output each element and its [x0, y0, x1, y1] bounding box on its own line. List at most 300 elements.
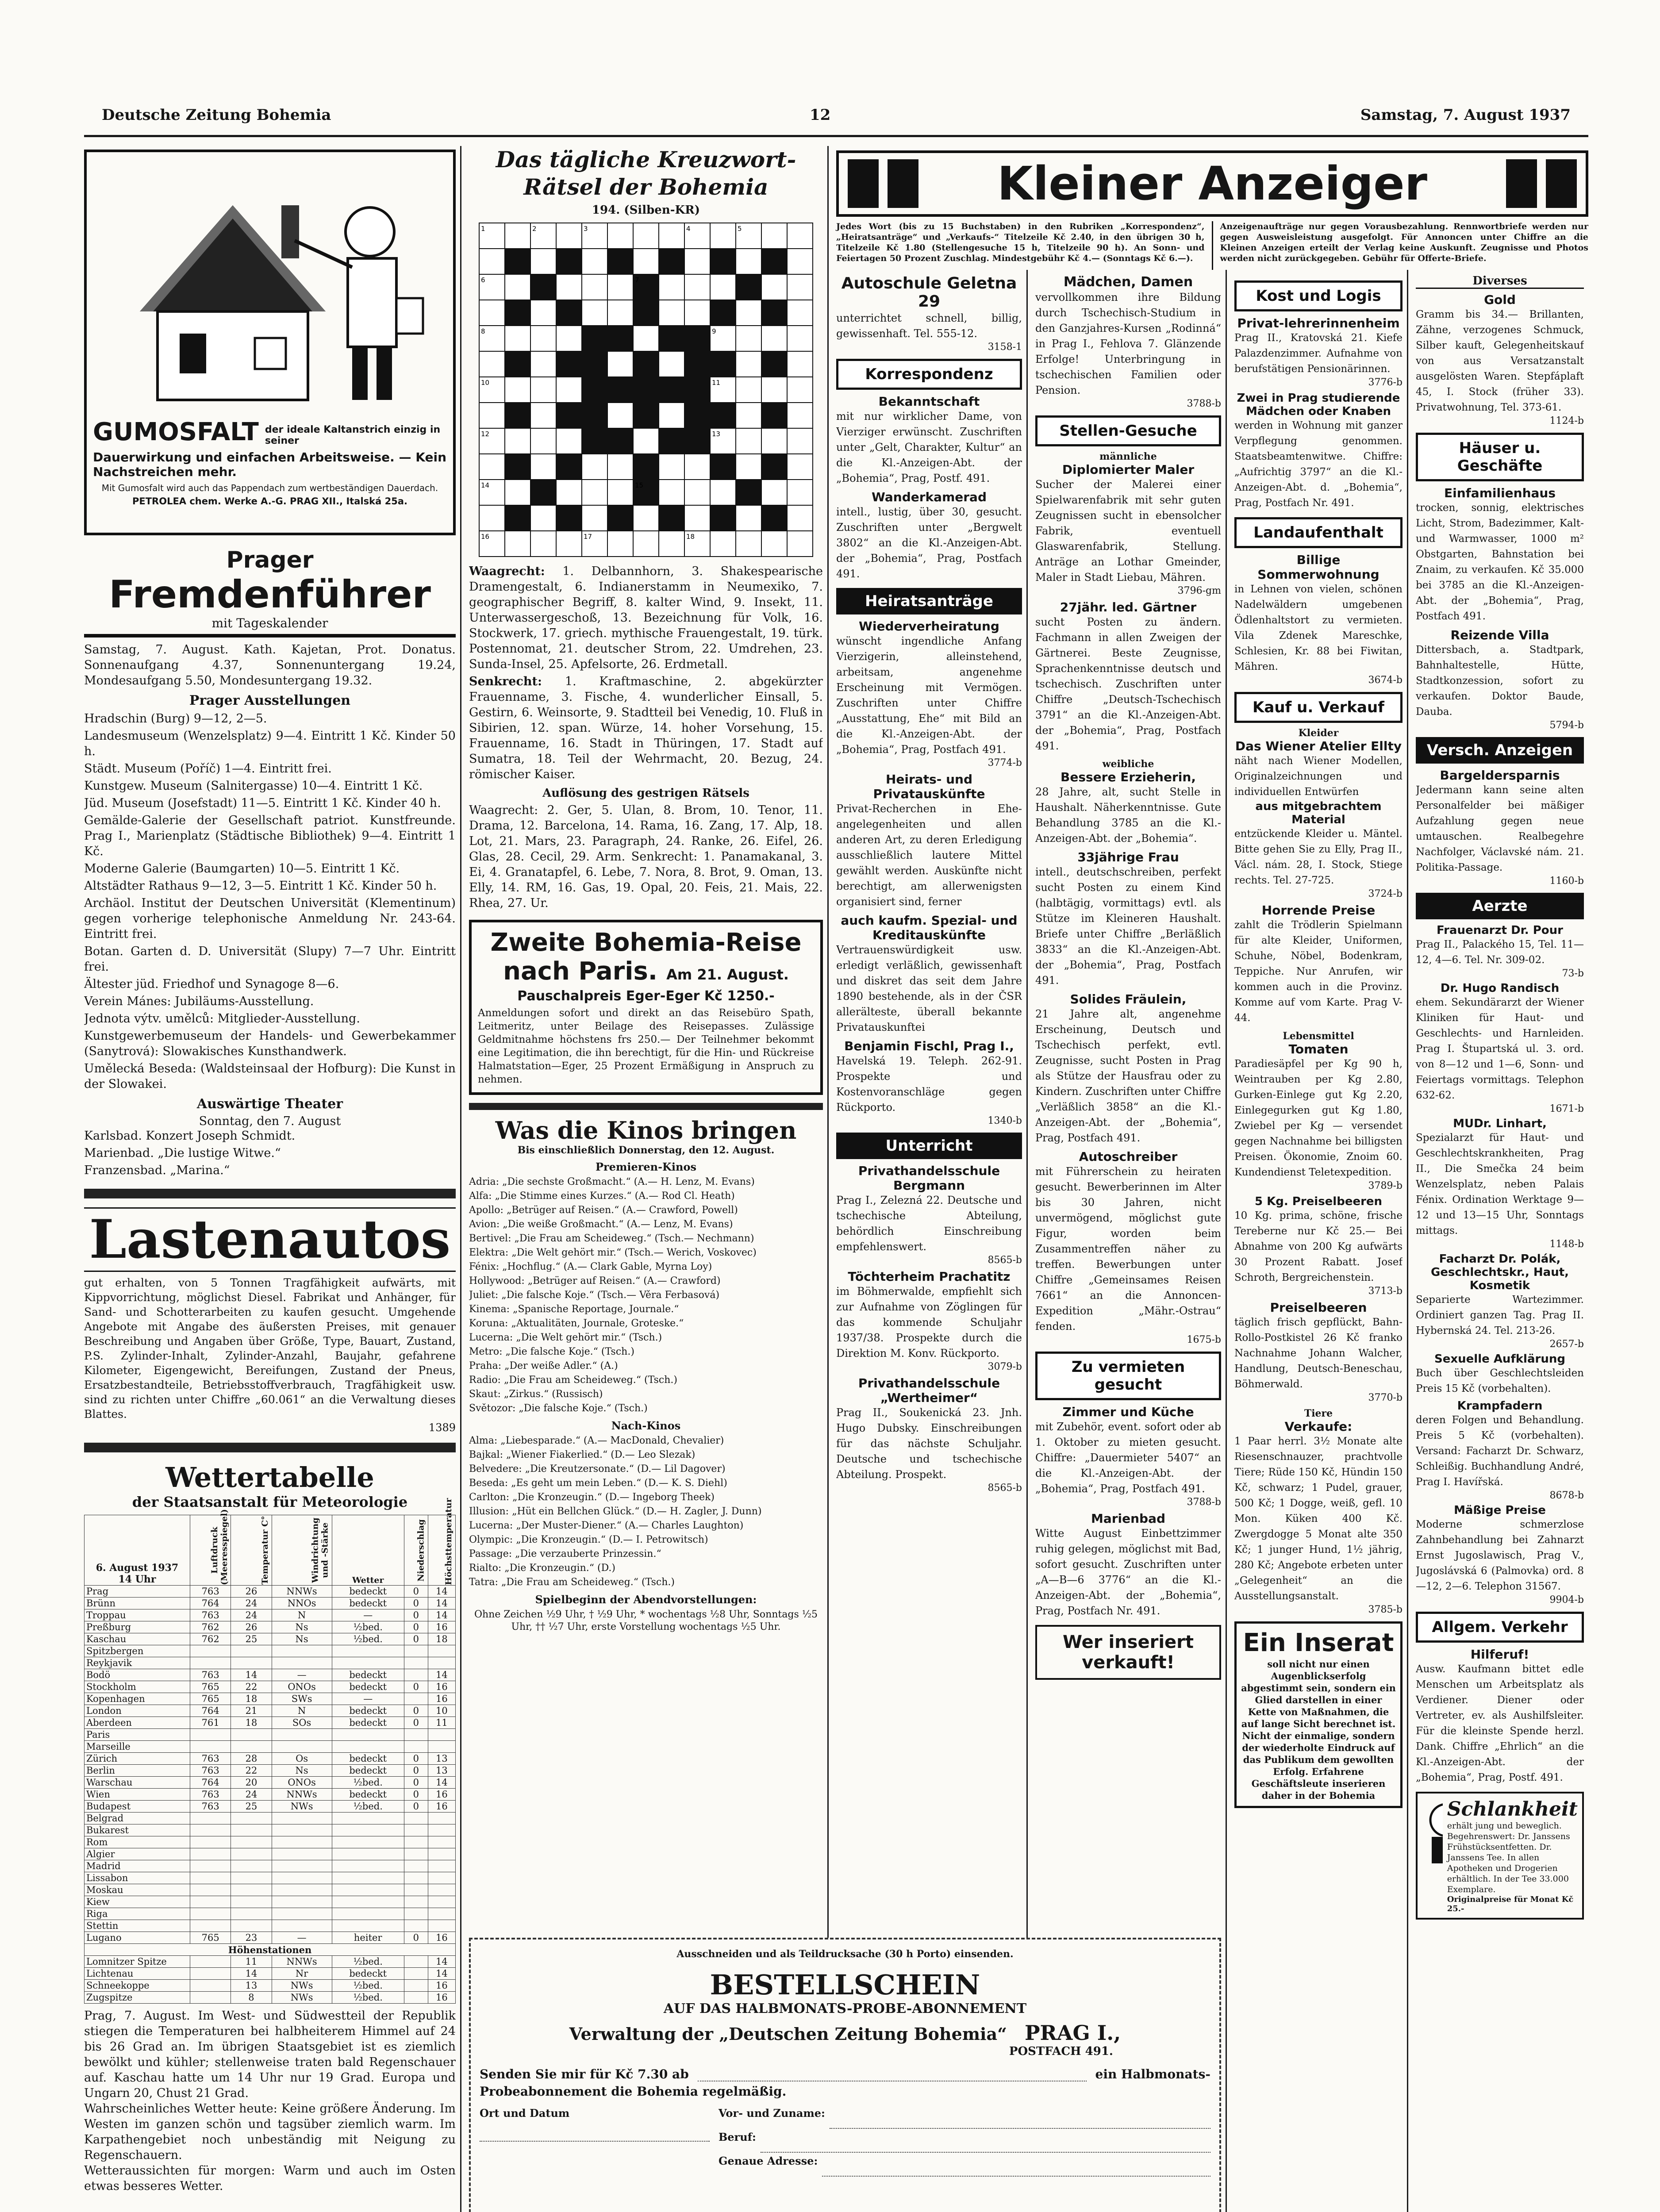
crossword-cell[interactable]	[582, 249, 607, 274]
crossword-cell[interactable]	[530, 300, 556, 326]
crossword-cell[interactable]	[684, 454, 710, 480]
crossword-title-1: Das tägliche Kreuzwort-	[496, 146, 796, 173]
crossword-cell[interactable]	[530, 403, 556, 428]
crossword-cell[interactable]	[479, 403, 505, 428]
lastenautos-ref: 1389	[428, 1421, 456, 1434]
table-cell	[272, 1896, 332, 1908]
crossword-cell[interactable]	[787, 531, 813, 557]
banner-block	[848, 159, 879, 208]
table-row	[85, 1741, 456, 1753]
crossword-cell[interactable]	[736, 300, 761, 326]
table-cell: —	[272, 1669, 332, 1681]
crossword-cell[interactable]	[479, 505, 505, 531]
ad-text: Privat-Recherchen in Ehe- angelegenheiten und allen anderen Art, zu deren Erledigung ausschließlich lautere Mittel gewählt werden. Auskünfte nicht berechtigt, am allerwenigsten organisiert sind, ferner	[836, 803, 1022, 908]
crossword-cell[interactable]	[582, 505, 607, 531]
table-cell: ½bed.	[332, 1777, 404, 1789]
crossword-cell[interactable]	[607, 274, 633, 300]
newspaper-name: Deutsche Zeitung Bohemia	[102, 106, 331, 124]
solution-heading: Auflösung des gestrigen Rätsels	[542, 787, 749, 800]
section-unterricht: Unterricht	[836, 1133, 1022, 1159]
table-cell	[404, 1693, 428, 1705]
crossword-cell[interactable]	[684, 249, 710, 274]
crossword-cell[interactable]	[505, 377, 530, 403]
crossword-cell[interactable]	[505, 274, 530, 300]
list-item: Ältester jüd. Friedhof und Synagoge 8—6.	[84, 977, 339, 991]
crossword-cell[interactable]	[582, 454, 607, 480]
table-cell	[190, 1848, 231, 1860]
crossword-cell[interactable]	[710, 274, 736, 300]
crossword-cell[interactable]	[556, 531, 582, 557]
table-cell	[404, 1645, 428, 1657]
crossword-cell[interactable]	[761, 326, 787, 351]
crossword-cell[interactable]	[505, 531, 530, 557]
table-cell: 26	[231, 1621, 272, 1633]
subsection-label: Tiere	[1304, 1408, 1333, 1419]
table-cell	[231, 1836, 272, 1848]
crossword-cell[interactable]	[505, 428, 530, 454]
table-cell: —	[332, 1609, 404, 1621]
crossword-cell[interactable]	[710, 531, 736, 557]
crossword-cell[interactable]	[736, 403, 761, 428]
crossword-cell[interactable]	[479, 300, 505, 326]
crossword-block	[582, 351, 607, 377]
table-cell	[404, 1956, 428, 1968]
crossword-cell[interactable]	[736, 326, 761, 351]
order-form-postfach: POSTFACH 491.	[1009, 2045, 1113, 2058]
ad-ref: 1671-b	[1549, 1103, 1584, 1114]
ad-title: aus mitgebrachtem Material	[1255, 800, 1382, 826]
table-cell	[404, 1824, 428, 1836]
table-cell: 16	[428, 1693, 455, 1705]
column-rule	[1026, 270, 1028, 2212]
table-cell: 763	[190, 1789, 231, 1801]
wetter-subtitle: der Staatsanstalt für Meteorologie	[132, 1494, 408, 1510]
crossword-cell[interactable]	[607, 351, 633, 377]
station-name: Preßburg	[85, 1621, 190, 1633]
table-cell	[404, 1848, 428, 1860]
table-cell	[404, 1860, 428, 1872]
table-row	[85, 1789, 456, 1801]
table-row	[85, 1824, 456, 1836]
crossword-block	[633, 351, 659, 377]
issue-date: Samstag, 7. August 1937	[1360, 106, 1571, 124]
ad-text: mit Führerschein zu heiraten gesucht. Bewerberinnen im Alter bis 30 Jahren, nicht unvermögend, möglichst gute Figur, worden beim Zusammentreffen näher zu treffen. Bewerbungen unter Chiffre „Gemeinsames Reisen 7661“ an die Annoncen-Expedition „Mähr.-Ostrau“ fenden.	[1035, 1165, 1221, 1333]
table-cell	[272, 1824, 332, 1836]
table-cell	[332, 1729, 404, 1741]
crossword-cell[interactable]	[659, 454, 684, 480]
station-name: Schneekoppe	[85, 1980, 190, 1992]
table-cell	[231, 1896, 272, 1908]
crossword-cell[interactable]	[607, 300, 633, 326]
list-item: Alma: „Liebesparade.“ (A.— MacDonald, Chevalier)	[469, 1435, 724, 1446]
table-cell	[332, 1645, 404, 1657]
ad-title: Frauenarzt Dr. Pour	[1437, 924, 1563, 937]
table-cell: 22	[231, 1681, 272, 1693]
crossword-cell[interactable]	[556, 326, 582, 351]
table-cell	[272, 1920, 332, 1932]
ad-title: Zimmer und Küche	[1062, 1405, 1194, 1419]
list-item: Kunstgewerbemuseum der Handels- und Gewerbekammer (Sanytrová): Slowakisches Kunsthandwerk.	[84, 1029, 456, 1058]
table-cell: 762	[190, 1633, 231, 1645]
station-name: Algier	[85, 1848, 190, 1860]
table-cell: NWs	[272, 1980, 332, 1992]
crossword-cell[interactable]	[736, 531, 761, 557]
table-cell	[231, 1741, 272, 1753]
ad-title: Dr. Hugo Randisch	[1440, 982, 1560, 995]
order-form-name-field[interactable]	[830, 2108, 1210, 2129]
crossword-block	[582, 326, 607, 351]
crossword-cell[interactable]	[659, 480, 684, 505]
ad-ref: 3724-b	[1368, 888, 1403, 899]
table-cell	[332, 1860, 404, 1872]
table-row	[85, 1801, 456, 1813]
crossword-cell[interactable]	[633, 326, 659, 351]
table-cell	[428, 1824, 455, 1836]
crossword-cell[interactable]	[530, 505, 556, 531]
crossword-cell[interactable]	[556, 480, 582, 505]
table-cell: 18	[428, 1633, 455, 1645]
order-form-city: PRAG I.,	[1024, 2021, 1121, 2045]
crossword-cell[interactable]	[556, 377, 582, 403]
table-cell	[404, 1908, 428, 1920]
list-item: Lucerna: „Der Muster-Diener.“ (A.— Charles Laughton)	[469, 1520, 744, 1531]
crossword-cell[interactable]	[633, 223, 659, 249]
table-cell: 0	[404, 1705, 428, 1717]
crossword-cell[interactable]	[633, 249, 659, 274]
crossword-cell[interactable]	[659, 300, 684, 326]
station-name: Belgrad	[85, 1813, 190, 1824]
section-versch-anzeigen: Versch. Anzeigen	[1416, 737, 1584, 764]
order-form-beruf-field[interactable]	[761, 2132, 1210, 2153]
section-divider	[84, 1443, 456, 1452]
crossword-cell[interactable]	[787, 351, 813, 377]
crossword-cell[interactable]	[582, 300, 607, 326]
crossword-cell[interactable]	[787, 505, 813, 531]
list-item: Belvedere: „Die Kreutzersonate.“ (D.— Lil Dagover)	[469, 1463, 726, 1475]
station-name: Paris	[85, 1729, 190, 1741]
crossword-cell[interactable]	[684, 274, 710, 300]
weather-col-header: Luftdruck (Meeresspiegel)	[190, 1515, 231, 1586]
table-cell	[332, 1741, 404, 1753]
crossword-cell[interactable]	[787, 223, 813, 249]
table-row	[85, 1980, 456, 1992]
crossword-cell[interactable]	[530, 531, 556, 557]
spielbeginn-text: Ohne Zeichen ½9 Uhr, † ½9 Uhr, * wochentags ½8 Uhr, Sonntags ½5 Uhr, †† ½7 Uhr, erste Vorstellung wochentags ½5 Uhr.	[474, 1609, 818, 1632]
list-item: Umělecká Beseda: (Waldsteinsaal der Hofburg): Die Kunst in der Slowakei.	[84, 1062, 456, 1091]
banner-block	[888, 159, 918, 208]
table-cell	[190, 1836, 231, 1848]
crossword-cell[interactable]	[736, 377, 761, 403]
crossword-block	[736, 274, 761, 300]
crossword-cell[interactable]	[787, 326, 813, 351]
ad-text: 28 Jahre, alt, sucht Stelle in Haushalt. Näherkenntnisse. Gute Behandlung 3785 an die Kl.-Anzeigen-Abt. der „Bohemia“.	[1035, 786, 1221, 845]
crossword-cell[interactable]	[684, 300, 710, 326]
table-cell: 763	[190, 1801, 231, 1813]
list-item: Gemälde-Galerie der Gesellschaft patriot. Kunstfreunde. Prag I., Marienplatz (Städtische Bibliothek) 9—4. Eintritt 1 Kč.	[84, 814, 456, 858]
table-cell: ½bed.	[332, 1633, 404, 1645]
crossword-cell[interactable]	[479, 249, 505, 274]
crossword-cell[interactable]	[505, 223, 530, 249]
crossword-cell[interactable]	[607, 223, 633, 249]
table-cell	[190, 1968, 231, 1980]
ad-text: Gramm bis 34.— Brillanten, Zähne, verzogenes Schmuck, Silber kauft, Gelegenheitskauf von aus Versatzanstalt ausgelösten Waren. Stepfáplaft 45, I. Stock (früher 33). Privatwohnung, Tel. 373-61.	[1416, 309, 1584, 413]
table-row	[85, 1717, 456, 1729]
crossword-cell[interactable]	[736, 454, 761, 480]
ad-ref: 3774-b	[988, 757, 1022, 768]
crossword-block	[505, 454, 530, 480]
schlankheit-price: Originalpreise für Monat Kč 25.-	[1447, 1895, 1574, 1913]
ad-title: Wiederverheiratung	[859, 619, 999, 634]
station-name: Rom	[85, 1836, 190, 1848]
ad-text: 10 Kg. prima, schöne, frische Tereberne nur Kč 25.— Bei Abnahme von 200 Kg aufwärts 30 Prozent Rabatt. Josef Schroth, Bergreichenstein.	[1234, 1210, 1403, 1283]
crossword-cell[interactable]	[659, 531, 684, 557]
ad-title: Bekanntschaft	[878, 394, 980, 409]
crossword-cell[interactable]	[659, 223, 684, 249]
crossword-cell[interactable]	[607, 454, 633, 480]
crossword-cell[interactable]	[736, 351, 761, 377]
table-cell	[404, 1992, 428, 2004]
crossword-cell[interactable]	[761, 377, 787, 403]
table-cell	[332, 1872, 404, 1884]
crossword-cell[interactable]	[684, 505, 710, 531]
table-cell: SWs	[272, 1693, 332, 1705]
ad-title: Gold	[1484, 292, 1516, 307]
table-cell	[190, 1741, 231, 1753]
table-cell: 25	[231, 1633, 272, 1645]
crossword-cell[interactable]	[684, 480, 710, 505]
table-row	[85, 1932, 456, 1944]
crossword-block	[659, 249, 684, 274]
crossword-cell[interactable]	[530, 454, 556, 480]
weather-col-header: Windrichtung und -Stärke	[272, 1515, 332, 1586]
table-cell: ½bed.	[332, 1980, 404, 1992]
crossword-block	[505, 249, 530, 274]
crossword-cell[interactable]	[633, 428, 659, 454]
table-cell: 16	[428, 1789, 455, 1801]
table-row	[85, 1586, 456, 1598]
crossword-cell[interactable]	[505, 480, 530, 505]
crossword-cell[interactable]	[479, 454, 505, 480]
table-cell: bedeckt	[332, 1669, 404, 1681]
list-item: Tatra: „Die Frau am Scheideweg.“ (Tsch.)	[469, 1577, 675, 1588]
crossword-cell[interactable]	[736, 505, 761, 531]
table-cell	[428, 1741, 455, 1753]
crossword-block	[659, 326, 684, 351]
crossword-cell[interactable]	[736, 428, 761, 454]
table-cell: 0	[404, 1765, 428, 1777]
ad-ref: 9904-b	[1549, 1594, 1584, 1605]
crossword-cell[interactable]	[787, 454, 813, 480]
table-cell	[272, 1884, 332, 1896]
crossword-cell[interactable]	[530, 249, 556, 274]
table-cell	[231, 1860, 272, 1872]
station-name: Stettin	[85, 1920, 190, 1932]
order-form-ort-field[interactable]	[480, 2121, 710, 2142]
table-row	[85, 1669, 456, 1681]
table-cell: bedeckt	[332, 1586, 404, 1598]
order-form-start-field[interactable]	[698, 2067, 1087, 2081]
crossword-block	[684, 351, 710, 377]
crossword-cell[interactable]	[607, 531, 633, 557]
crossword-cell[interactable]	[633, 505, 659, 531]
table-cell	[190, 1824, 231, 1836]
crossword-cell[interactable]	[505, 326, 530, 351]
crossword-block	[684, 326, 710, 351]
crossword-cell[interactable]	[761, 274, 787, 300]
gumosfalt-claim: Dauerwirkung und einfachen Arbeitsweise. — Kein Nachstreichen mehr.	[93, 450, 447, 479]
ad-title: Einfamilienhaus	[1444, 486, 1556, 500]
table-cell: 13	[231, 1980, 272, 1992]
table-cell: bedeckt	[332, 1968, 404, 1980]
table-cell	[428, 1657, 455, 1669]
table-cell: 25	[231, 1801, 272, 1813]
crossword-cell[interactable]	[659, 403, 684, 428]
ad-title: Reizende Villa	[1450, 628, 1549, 642]
crossword-block	[684, 428, 710, 454]
table-cell: 14	[428, 1609, 455, 1621]
crossword-cell[interactable]	[710, 480, 736, 505]
crossword-cell[interactable]	[530, 377, 556, 403]
list-item: Carlton: „Die Kronzeugin.“ (D.— Ingeborg Theek)	[469, 1492, 715, 1503]
table-cell: 23	[231, 1932, 272, 1944]
ad-ref: 1148-b	[1549, 1239, 1584, 1250]
ad-title: Privathandelsschule „Wertheimer“	[858, 1376, 1000, 1405]
crossword-cell[interactable]	[787, 403, 813, 428]
theater-heading: Auswärtige Theater	[196, 1096, 343, 1112]
crossword-block	[710, 454, 736, 480]
table-cell: ½bed.	[332, 1621, 404, 1633]
order-form-subtitle: AUF DAS HALBMONATS-PROBE-ABONNEMENT	[663, 2001, 1027, 2016]
crossword-cell[interactable]	[761, 223, 787, 249]
gumosfalt-brand: GUMOSFALT	[93, 418, 259, 446]
crossword-block	[736, 480, 761, 505]
table-cell: 0	[404, 1777, 428, 1789]
table-cell: Ns	[272, 1765, 332, 1777]
ad-text: sucht Posten zu ändern. Fachmann in allen Zweigen der Gärtnerei. Beste Zeugnisse, Sprachenkenntnisse deutsch und tschechisch. Zuschriften unter Chiffre „Deutsch-Tschechisch 3791“ an die Kl.-Anzeigen-Abt. der „Bohemia“, Prag, Postfach 491.	[1035, 616, 1221, 752]
crossword-cell[interactable]	[582, 480, 607, 505]
weather-date-header: 6. August 1937 14 Uhr	[85, 1515, 190, 1586]
solution-text: Waagrecht: 2. Ger, 5. Ulan, 8. Brom, 10. Tenor, 11. Drama, 12. Barcelona, 14. Rama, 16. Zang, 17. Alp, 18. Lot, 21. Mars, 23. Paragraph, 24. Ranke, 26. Eifel, 26. Glas, 28. Cecil, 29. Arm. Senkrecht: 1. Panamakanal, 3. Ei, 4. Granatapfel, 6. Lebe, 7. Nora, 8. Brot, 9. Oman, 13. Elly, 14. RM, 16. Gas, 19. Opal, 20. Feis, 21. Mais, 22. Rhea, 27. Ur.	[469, 803, 823, 910]
crossword-cell[interactable]	[607, 403, 633, 428]
nachkinos-list	[469, 1435, 823, 1589]
crossword-cell[interactable]	[787, 377, 813, 403]
table-row	[85, 1621, 456, 1633]
station-name: Aberdeen	[85, 1717, 190, 1729]
crossword-cell[interactable]	[761, 428, 787, 454]
crossword-block	[607, 505, 633, 531]
crossword-cell[interactable]	[710, 223, 736, 249]
table-cell: 0	[404, 1801, 428, 1813]
subsection-label: Lebensmittel	[1283, 1030, 1354, 1042]
crossword-cell[interactable]	[556, 428, 582, 454]
ad-title: Privat-lehrerinnenheim	[1237, 316, 1400, 330]
table-cell: ONOs	[272, 1777, 332, 1789]
ad-text: Jedermann kann seine alten Personalfelder bei mäßiger Aufzahlung gegen neue umtauschen. Realbegehre Nachfolger, Václavské nám. 21. Politika-Passage.	[1416, 784, 1584, 873]
order-form-adresse-field[interactable]	[822, 2156, 1210, 2177]
ad-title: Mädchen, Damen	[1063, 274, 1193, 290]
crossword-cell[interactable]	[582, 274, 607, 300]
ad-title: 27jähr. led. Gärtner	[1060, 600, 1197, 614]
table-cell	[404, 1813, 428, 1824]
list-item: Metro: „Die falsche Koje.“ (Tsch.)	[469, 1346, 634, 1357]
table-cell	[332, 1824, 404, 1836]
table-cell: 16	[428, 1980, 455, 1992]
table-cell: 0	[404, 1598, 428, 1609]
station-name: Zürich	[85, 1753, 190, 1765]
table-row	[85, 1609, 456, 1621]
crossword-cell[interactable]	[556, 274, 582, 300]
ad-title: Das Wiener Atelier Ellty	[1235, 739, 1402, 753]
ad-ref: 1124-b	[1549, 415, 1584, 426]
crossword-cell[interactable]	[787, 428, 813, 454]
crossword-number-label: 3	[584, 225, 588, 233]
crossword-cell[interactable]	[787, 249, 813, 274]
ad-title: MUDr. Linhart,	[1453, 1117, 1547, 1130]
crossword-number-label: 6	[481, 276, 485, 284]
table-cell: 764	[190, 1598, 231, 1609]
crossword-cell[interactable]	[761, 531, 787, 557]
crossword-cell[interactable]	[530, 351, 556, 377]
crossword-cell[interactable]	[736, 249, 761, 274]
ad-title: Verkaufe:	[1284, 1419, 1353, 1434]
weather-col-header: Temperatur C°	[231, 1515, 272, 1586]
crossword-cell[interactable]	[787, 480, 813, 505]
crossword-cell[interactable]	[659, 274, 684, 300]
crossword-cell[interactable]	[530, 326, 556, 351]
section-aerzte: Aerzte	[1416, 893, 1584, 919]
table-cell	[332, 1813, 404, 1824]
station-name: Wien	[85, 1789, 190, 1801]
list-item: Skaut: „Zirkus.“ (Russisch)	[469, 1389, 603, 1400]
table-cell: ½bed.	[332, 1801, 404, 1813]
table-cell	[231, 1824, 272, 1836]
list-item: Radio: „Die Frau am Scheideweg.“ (Tsch.)	[469, 1375, 677, 1386]
crossword-cell[interactable]	[530, 428, 556, 454]
kinos-title: Was die Kinos bringen	[495, 1116, 797, 1144]
ad-text: täglich frisch gepflückt, Bahn-Rollo-Postkistel 26 Kč franko Nachnahme Johann Walcher, Handlung, Deutsch-Beneschau, Böhmerwald.	[1234, 1317, 1403, 1390]
table-cell: 16	[428, 1681, 455, 1693]
table-cell: 0	[404, 1932, 428, 1944]
table-cell	[231, 1920, 272, 1932]
crossword-cell[interactable]	[556, 223, 582, 249]
crossword-cell[interactable]	[607, 480, 633, 505]
crossword-cell[interactable]	[787, 274, 813, 300]
order-form-line1: Senden Sie mir für Kč 7.30 ab	[480, 2067, 689, 2081]
station-name: Lissabon	[85, 1872, 190, 1884]
ad-title: auch kaufm. Spezial- und Kreditauskünfte	[841, 913, 1018, 942]
crossword-cell[interactable]	[787, 300, 813, 326]
ad-text: Prag II., Palackého 15, Tel. 11—12, 4—6. Tel. Nr. 309-02.	[1416, 939, 1584, 966]
table-cell	[190, 1920, 231, 1932]
crossword-cell[interactable]	[659, 351, 684, 377]
list-item: Adria: „Die sechste Großmacht.“ (A.— H. Lenz, M. Evans)	[469, 1176, 755, 1187]
theater-date: Sonntag, den 7. August	[199, 1114, 341, 1128]
table-cell: 764	[190, 1705, 231, 1717]
crossword-cell[interactable]	[761, 480, 787, 505]
table-cell: 765	[190, 1681, 231, 1693]
crossword-block	[556, 351, 582, 377]
ad-title: Preiselbeeren	[1270, 1300, 1367, 1315]
table-cell: 0	[404, 1633, 428, 1645]
crossword-block	[556, 403, 582, 428]
crossword-cell[interactable]	[479, 351, 505, 377]
ad-title: Heirats- und Privatauskünfte	[873, 772, 985, 801]
crossword-cell[interactable]	[633, 531, 659, 557]
crossword-number-label: 5	[738, 225, 742, 233]
banner-block	[1506, 159, 1537, 208]
section-kost-logis: Kost und Logis	[1234, 280, 1403, 311]
table-cell	[272, 1848, 332, 1860]
